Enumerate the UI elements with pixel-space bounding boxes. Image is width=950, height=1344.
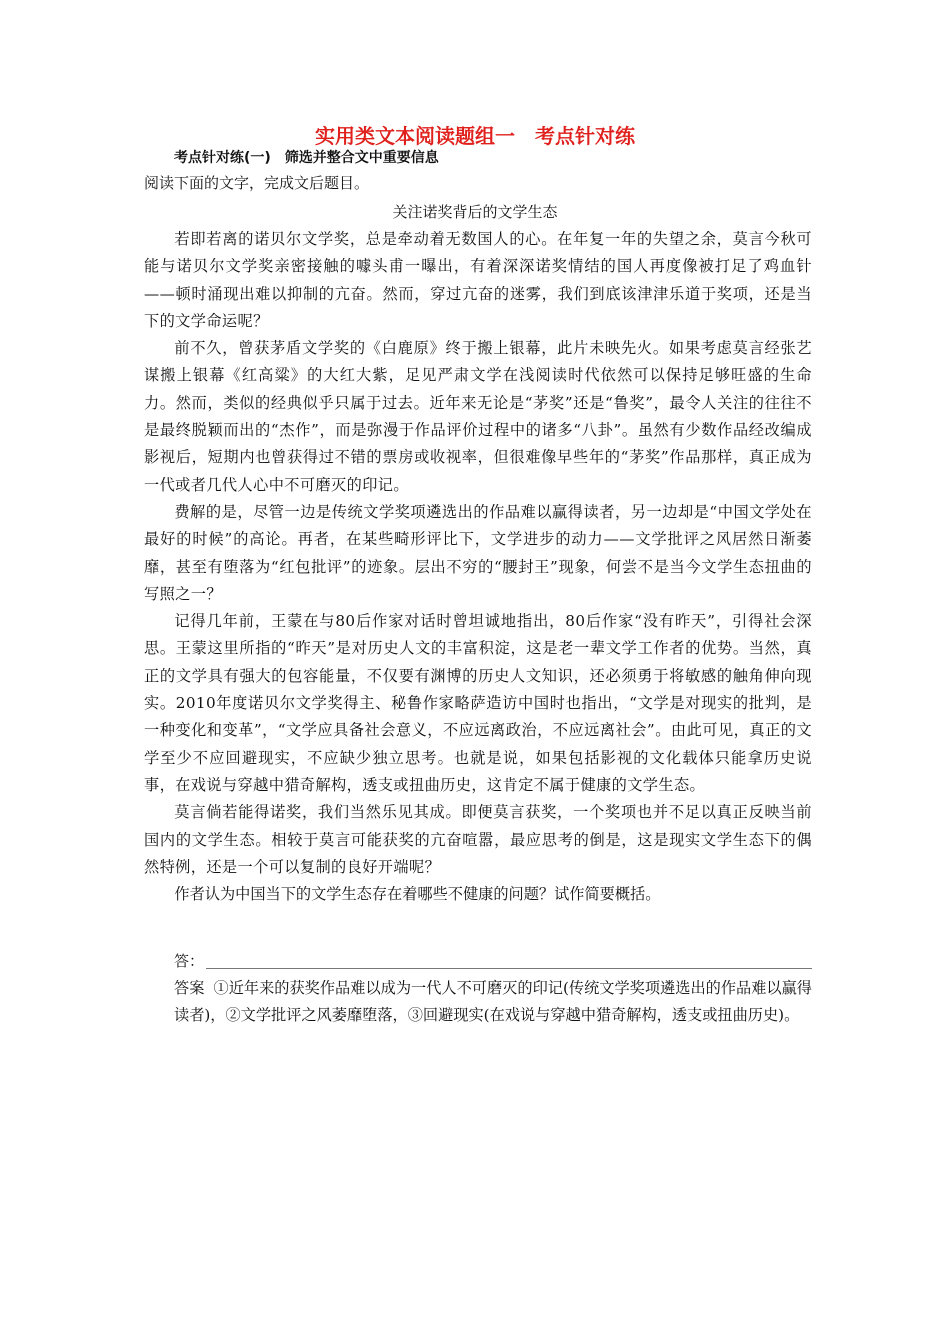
answer-blank-line: [206, 968, 812, 969]
answer-prompt-label: 答：: [174, 952, 205, 970]
article-paragraph-5: 莫言倘若能得诺奖，我们当然乐见其成。即便莫言获奖，一个奖项也并不足以真正反映当前国内的文学生态。相较于莫言可能获奖的亢奋喧嚣，最应思考的倒是，这是现实文学生态下的偶然特例，还是一个可以复制的良好开端呢？: [144, 803, 812, 876]
article-paragraph-4: 记得几年前，王蒙在与80后作家对话时曾坦诚地指出，80后作家“没有昨天”，引得社会深思。王蒙这里所指的“昨天”是对历史人文的丰富积淀，这是老一辈文学工作者的优势。当然，真正的文学具有强大的包容能量，不仅要有渊博的历史人文知识，还必须勇于将敏感的触角伸向现实。2010年度诺贝尔文学奖得主、秘鲁作家略萨造访中国时也指出，“文学是对现实的批判，是一种变化和变革”，“文学应具备社会意义，不应远离政治，不应远离社会”。由此可见，真正的文学至少不应回避现实，不应缺少独立思考。也就是说，如果包括影视的文化载体只能拿历史说事，在戏说与穿越中猎奇解构，透支或扭曲历史，这肯定不属于健康的文学生态。: [144, 612, 812, 794]
article-paragraph-1: 若即若离的诺贝尔文学奖，总是牵动着无数国人的心。在年复一年的失望之余，莫言今秋可能与诺贝尔文学奖亲密接触的噱头甫一曝出，有着深深诺奖情结的国人再度像被打足了鸡血针——顿时涌现出难以抑制的亢奋。然而，穿过亢奋的迷雾，我们到底该津津乐道于奖项，还是当下的文学命运呢？: [144, 230, 812, 330]
main-title: 实用类文本阅读题组一 考点针对练: [315, 124, 635, 148]
answer-text: ①近年来的获奖作品难以成为一代人不可磨灭的印记(传统文学奖项遴选出的作品难以赢得读者)，②文学批评之风萎靡堕落，③回避现实(在戏说与穿越中猎奇解构，透支或扭曲历史)。: [174, 979, 812, 1025]
question-text: 作者认为中国当下的文学生态存在着哪些不健康的问题？试作简要概括。: [174, 885, 661, 904]
article-paragraph-2: 前不久，曾获茅盾文学奖的《白鹿原》终于搬上银幕，此片未映先火。如果考虑莫言经张艺谋搬上银幕《红高粱》的大红大紫，足见严肃文学在浅阅读时代依然可以保持足够旺盛的生命力。然而，类似的经典似乎只属于过去。近年来无论是“茅奖”还是“鲁奖”，最令人关注的往往不是最终脱颖而出的“杰作”，而是弥漫于作品评价过程中的诸多“八卦”。虽然有少数作品经改编成影视后，短期内也曾获得过不错的票房或收视率，但很难像早些年的“茅奖”作品那样，真正成为一代或者几代人心中不可磨灭的印记。: [144, 339, 812, 494]
answer-key: [174, 975, 812, 1030]
article-paragraph-3: 费解的是，尽管一边是传统文学奖项遴选出的作品难以赢得读者，另一边却是“中国文学处在最好的时候”的高论。再者，在某些畸形评比下，文学进步的动力——文学批评之风居然日渐萎靡，甚至有堕落为“红包批评”的迹象。层出不穷的“腰封王”现象，何尝不是当今文学生态扭曲的写照之一？: [144, 502, 812, 603]
reading-instruction: 阅读下面的文字，完成文后题目。: [144, 174, 370, 192]
article-title: 关注诺奖背后的文学生态: [392, 203, 558, 221]
answer-tag: 答案: [174, 979, 205, 997]
section-title: 考点针对练(一) 筛选并整合文中重要信息: [174, 150, 439, 166]
article-body: [144, 226, 812, 908]
answer-input-row: [174, 950, 812, 972]
